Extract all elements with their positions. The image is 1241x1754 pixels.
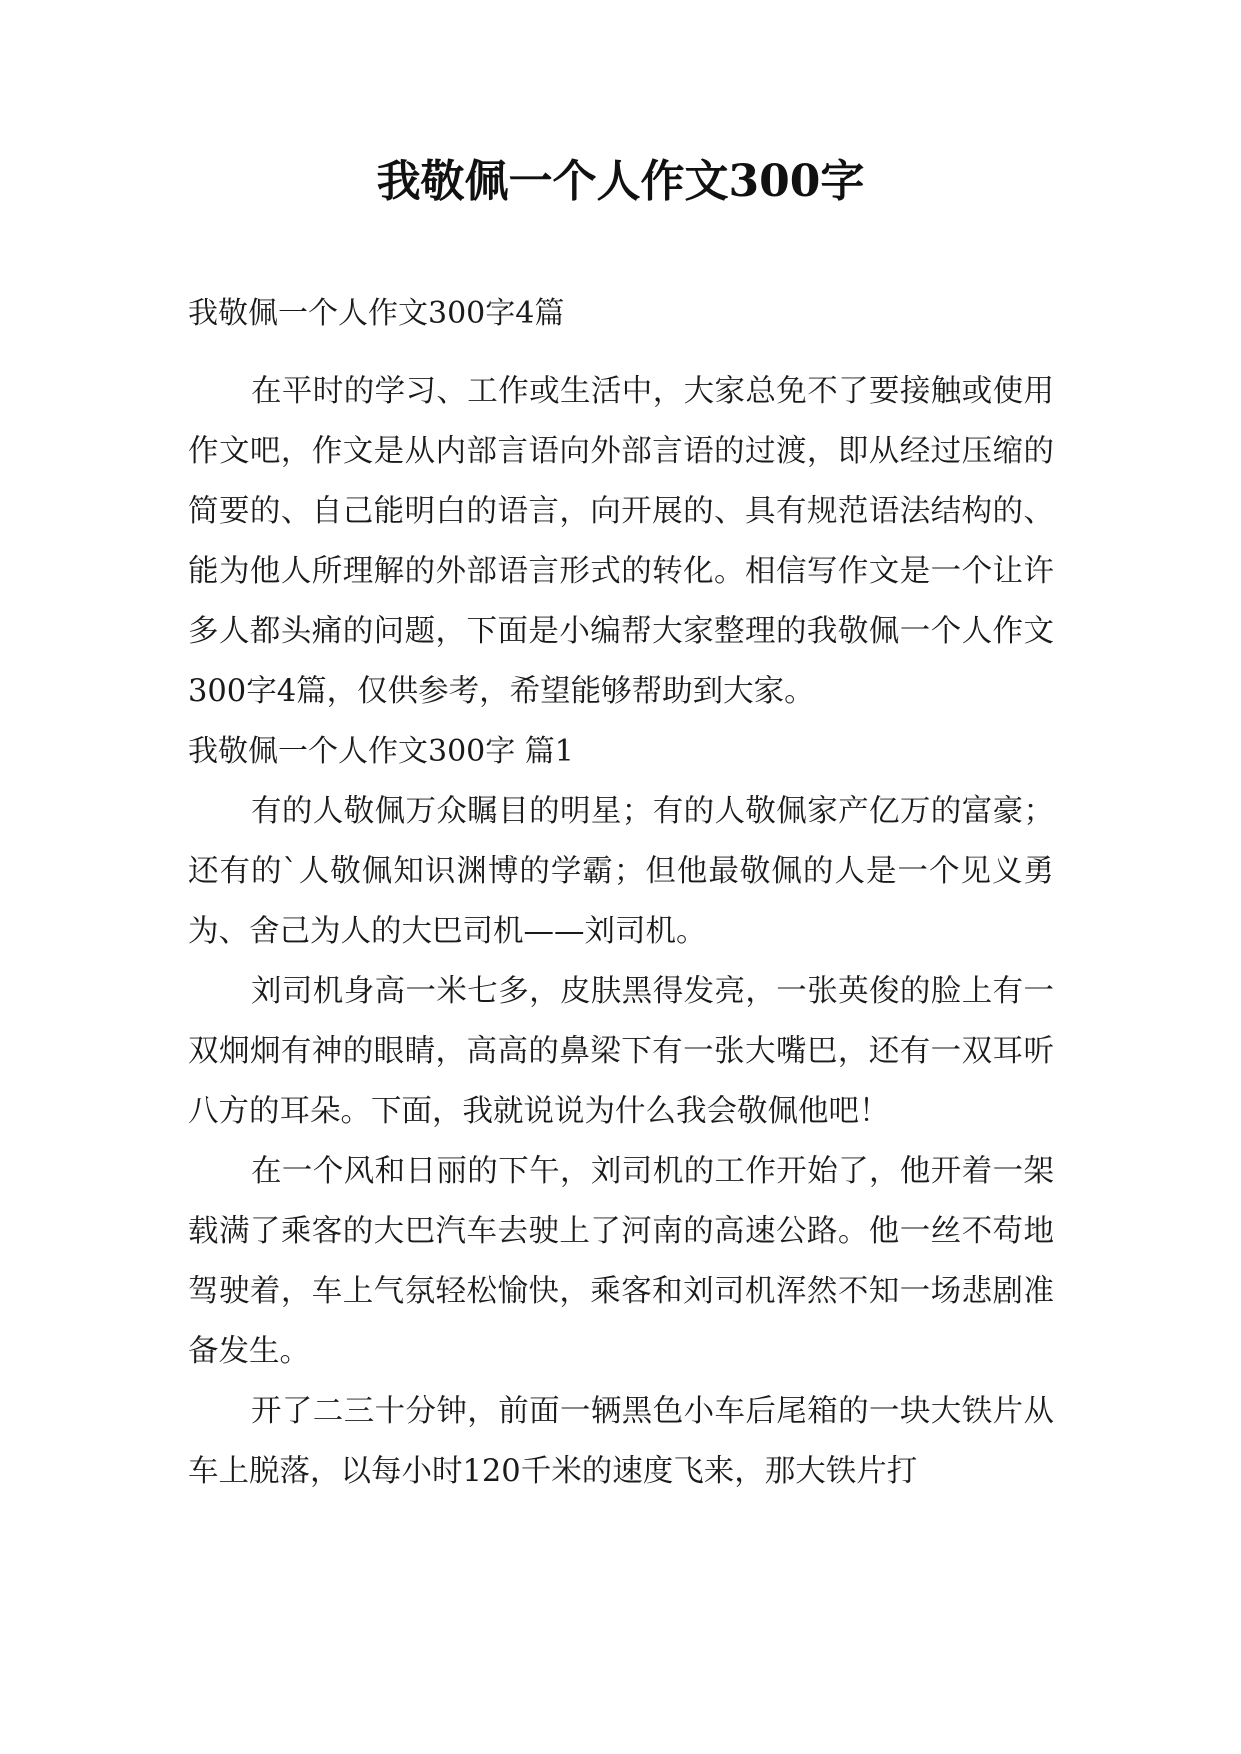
document-subtitle: 我敬佩一个人作文300字4篇 (188, 296, 565, 331)
essay-paragraph: 开了二三十分钟，前面一辆黑色小车后尾箱的一块大铁片从车上脱落，以每小时120千米的速度飞来，那大铁片打 (188, 1394, 1054, 1489)
document-title: 我敬佩一个人作文300字 (376, 156, 865, 207)
essay-paragraph: 刘司机身高一米七多，皮肤黑得发亮，一张英俊的脸上有一双炯炯有神的眼睛，高高的鼻梁下有一张大嘴巴，还有一双耳听八方的耳朵。下面，我就说说为什么我会敬佩他吧！ (188, 974, 1054, 1129)
section-heading: 我敬佩一个人作文300字 篇1 (188, 734, 574, 769)
intro-block (188, 362, 1054, 722)
essay-section (188, 722, 1054, 1502)
intro-paragraph: 在平时的学习、工作或生活中，大家总免不了要接触或使用作文吧，作文是从内部言语向外部言语的过渡，即从经过压缩的简要的、自己能明白的语言，向开展的、具有规范语法结构的、能为他人所理解的外部语言形式的转化。相信写作文是一个让许多人都头痛的问题，下面是小编帮大家整理的我敬佩一个人作文300字4篇，仅供参考，希望能够帮助到大家。 (188, 374, 1054, 709)
essay-paragraph: 在一个风和日丽的下午，刘司机的工作开始了，他开着一架载满了乘客的大巴汽车去驶上了河南的高速公路。他一丝不苟地驾驶着，车上气氛轻松愉快，乘客和刘司机浑然不知一场悲剧准备发生。 (188, 1154, 1054, 1369)
essay-paragraph: 有的人敬佩万众瞩目的明星；有的人敬佩家产亿万的富豪；还有的`人敬佩知识渊博的学霸；但他最敬佩的人是一个见义勇为、舍己为人的大巴司机——刘司机。 (188, 794, 1054, 949)
